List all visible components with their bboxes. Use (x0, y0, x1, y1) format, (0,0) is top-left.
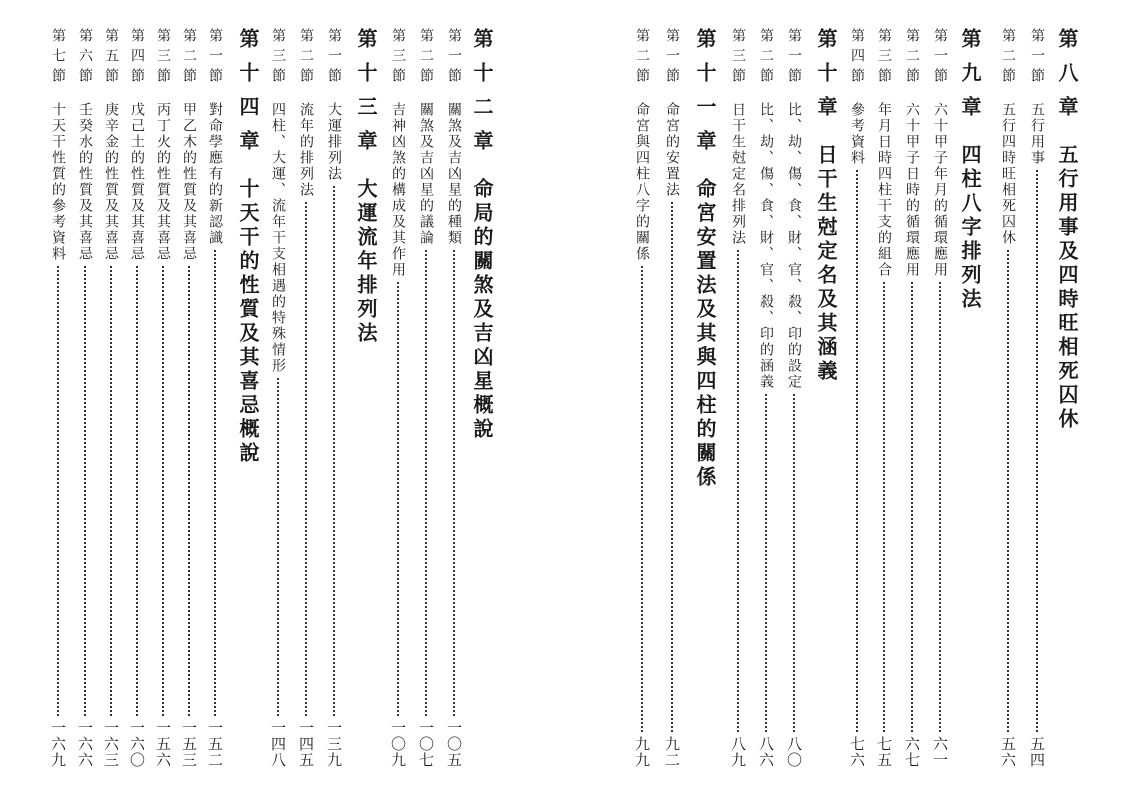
chapter-number: 第十一章 (693, 28, 717, 164)
section-title: 年月日時四柱干支的組合 (876, 102, 892, 278)
dot-leader (277, 378, 279, 716)
section-entry (845, 28, 869, 768)
page-number: 六一 (931, 736, 949, 768)
page-number: 九九 (633, 736, 651, 768)
section-number: 第二節 (298, 28, 314, 88)
page-number: 一三九 (325, 720, 343, 768)
chapter-heading (958, 28, 982, 768)
dot-leader (671, 202, 673, 732)
section-title: 六十甲子日時的循環應用 (904, 102, 920, 278)
section-title: 比、劫、傷、食、財、官、殺、印的設定 (786, 102, 802, 390)
page-number: 一四五 (297, 720, 315, 768)
chapter-title: 命局的關煞及吉凶星概說 (470, 178, 494, 442)
section-entry (99, 28, 123, 768)
page-number: 一五六 (154, 720, 172, 768)
dot-leader (333, 186, 335, 716)
dot-leader (883, 282, 885, 732)
chapter-number: 第十四章 (236, 28, 260, 164)
dot-leader (453, 250, 455, 716)
chapter-heading (236, 28, 260, 768)
section-number: 第一節 (786, 28, 802, 88)
section-number: 第七節 (50, 28, 66, 88)
section-title: 關煞及吉凶星的種類 (446, 102, 462, 246)
section-entry (151, 28, 175, 768)
section-entry (414, 28, 438, 768)
section-number: 第一節 (326, 28, 342, 88)
page-number: 五六 (999, 736, 1017, 768)
dot-leader (911, 282, 913, 732)
chapter-number: 第八章 (1055, 28, 1079, 130)
section-title: 比、劫、傷、食、財、官、殺、印的涵義 (758, 102, 774, 390)
section-title: 對命學應有的新認識 (207, 102, 223, 246)
page-number: 一四八 (269, 720, 287, 768)
section-number: 第二節 (418, 28, 434, 88)
dot-leader (136, 266, 138, 716)
page-number: 八六 (757, 736, 775, 768)
section-title: 丙丁火的性質及其喜忌 (155, 102, 171, 262)
section-title: 大運排列法 (326, 102, 342, 182)
dot-leader (110, 266, 112, 716)
page-number: 一〇九 (389, 720, 407, 768)
chapter-title: 十天干的性質及其喜忌概說 (236, 178, 260, 466)
dot-leader (84, 266, 86, 716)
section-entry (442, 28, 466, 768)
chapter-heading (470, 28, 494, 768)
section-title: 關煞及吉凶星的議論 (418, 102, 434, 246)
chapter-heading (1055, 28, 1079, 768)
section-entry (900, 28, 924, 768)
chapter-title: 四柱八字排列法 (958, 144, 982, 312)
section-title: 五行四時旺相死囚休 (1000, 102, 1016, 246)
section-number: 第二節 (758, 28, 774, 88)
section-number: 第三節 (390, 28, 406, 88)
dot-leader (305, 202, 307, 716)
section-number: 第二節 (1000, 28, 1016, 88)
section-number: 第一節 (446, 28, 462, 88)
dot-leader (1036, 170, 1038, 732)
section-entry (996, 28, 1020, 768)
dot-leader (641, 266, 643, 732)
section-number: 第二節 (634, 28, 650, 88)
section-title: 命宮的安置法 (664, 102, 680, 198)
section-entry (177, 28, 201, 768)
section-number: 第三節 (155, 28, 171, 88)
page-number: 一〇七 (417, 720, 435, 768)
section-title: 流年的排列法 (298, 102, 314, 198)
section-entry (322, 28, 346, 768)
page-number: 一六六 (76, 720, 94, 768)
page-number: 五四 (1028, 736, 1046, 768)
section-title: 戊己土的性質及其喜忌 (129, 102, 145, 262)
section-number: 第一節 (664, 28, 680, 88)
dot-leader (765, 394, 767, 732)
section-entry (660, 28, 684, 768)
section-entry (872, 28, 896, 768)
section-title: 壬癸水的性質及其喜忌 (77, 102, 93, 262)
section-number: 第一節 (1029, 28, 1045, 88)
section-number: 第三節 (270, 28, 286, 88)
dot-leader (214, 250, 216, 716)
dot-leader (793, 394, 795, 732)
dot-leader (397, 282, 399, 716)
page-number: 一五三 (180, 720, 198, 768)
section-title: 十天干性質的參考資料 (50, 102, 66, 262)
chapter-title: 日干生尅定名及其涵義 (814, 144, 838, 384)
page-number: 七五 (875, 736, 893, 768)
section-number: 第四節 (129, 28, 145, 88)
section-title: 日干生尅定名排列法 (730, 102, 746, 246)
section-number: 第三節 (876, 28, 892, 88)
section-number: 第四節 (849, 28, 865, 88)
chapter-heading (814, 28, 838, 768)
section-entry (294, 28, 318, 768)
page-number: 一〇五 (445, 720, 463, 768)
section-entry (73, 28, 97, 768)
dot-leader (737, 250, 739, 732)
section-number: 第二節 (181, 28, 197, 88)
section-number: 第一節 (207, 28, 223, 88)
section-entry (754, 28, 778, 768)
page-number: 七六 (848, 736, 866, 768)
section-title: 吉神凶煞的構成及其作用 (390, 102, 406, 278)
section-title: 五行用事 (1029, 102, 1045, 166)
chapter-number: 第十章 (814, 28, 838, 130)
chapter-title: 五行用事及四時旺相死囚休 (1055, 144, 1079, 432)
section-title: 四柱、大運、流年干支相遇的特殊情形 (270, 102, 286, 374)
section-number: 第一節 (932, 28, 948, 88)
section-entry (726, 28, 750, 768)
page-number: 八〇 (785, 736, 803, 768)
section-entry (203, 28, 227, 768)
dot-leader (188, 266, 190, 716)
section-number: 第六節 (77, 28, 93, 88)
dot-leader (856, 170, 858, 732)
dot-leader (57, 266, 59, 716)
chapter-number: 第十三章 (354, 28, 378, 164)
page-number: 一六三 (102, 720, 120, 768)
chapter-heading (354, 28, 378, 768)
section-title: 甲乙木的性質及其喜忌 (181, 102, 197, 262)
page-number: 一六〇 (128, 720, 146, 768)
section-number: 第三節 (730, 28, 746, 88)
chapter-title: 命宮安置法及其與四柱的關係 (693, 178, 717, 490)
section-number: 第二節 (904, 28, 920, 88)
section-title: 命宮與四柱八字的關係 (634, 102, 650, 262)
section-entry (125, 28, 149, 768)
section-entry (386, 28, 410, 768)
dot-leader (425, 250, 427, 716)
section-entry (630, 28, 654, 768)
dot-leader (1007, 250, 1009, 732)
dot-leader (939, 282, 941, 732)
chapter-number: 第九章 (958, 28, 982, 130)
dot-leader (162, 266, 164, 716)
page-number: 一六九 (49, 720, 67, 768)
chapter-number: 第十二章 (470, 28, 494, 164)
chapter-title: 大運流年排列法 (354, 178, 378, 346)
chapter-heading (693, 28, 717, 768)
section-entry (266, 28, 290, 768)
page-number: 一五二 (206, 720, 224, 768)
section-title: 六十甲子年月的循環應用 (932, 102, 948, 278)
section-entry (782, 28, 806, 768)
section-number: 第五節 (103, 28, 119, 88)
page-number: 六七 (903, 736, 921, 768)
section-entry (46, 28, 70, 768)
section-entry (1025, 28, 1049, 768)
page-number: 九二 (663, 736, 681, 768)
page-number: 八九 (729, 736, 747, 768)
section-entry (928, 28, 952, 768)
section-title: 參考資料 (849, 102, 865, 166)
section-title: 庚辛金的性質及其喜忌 (103, 102, 119, 262)
